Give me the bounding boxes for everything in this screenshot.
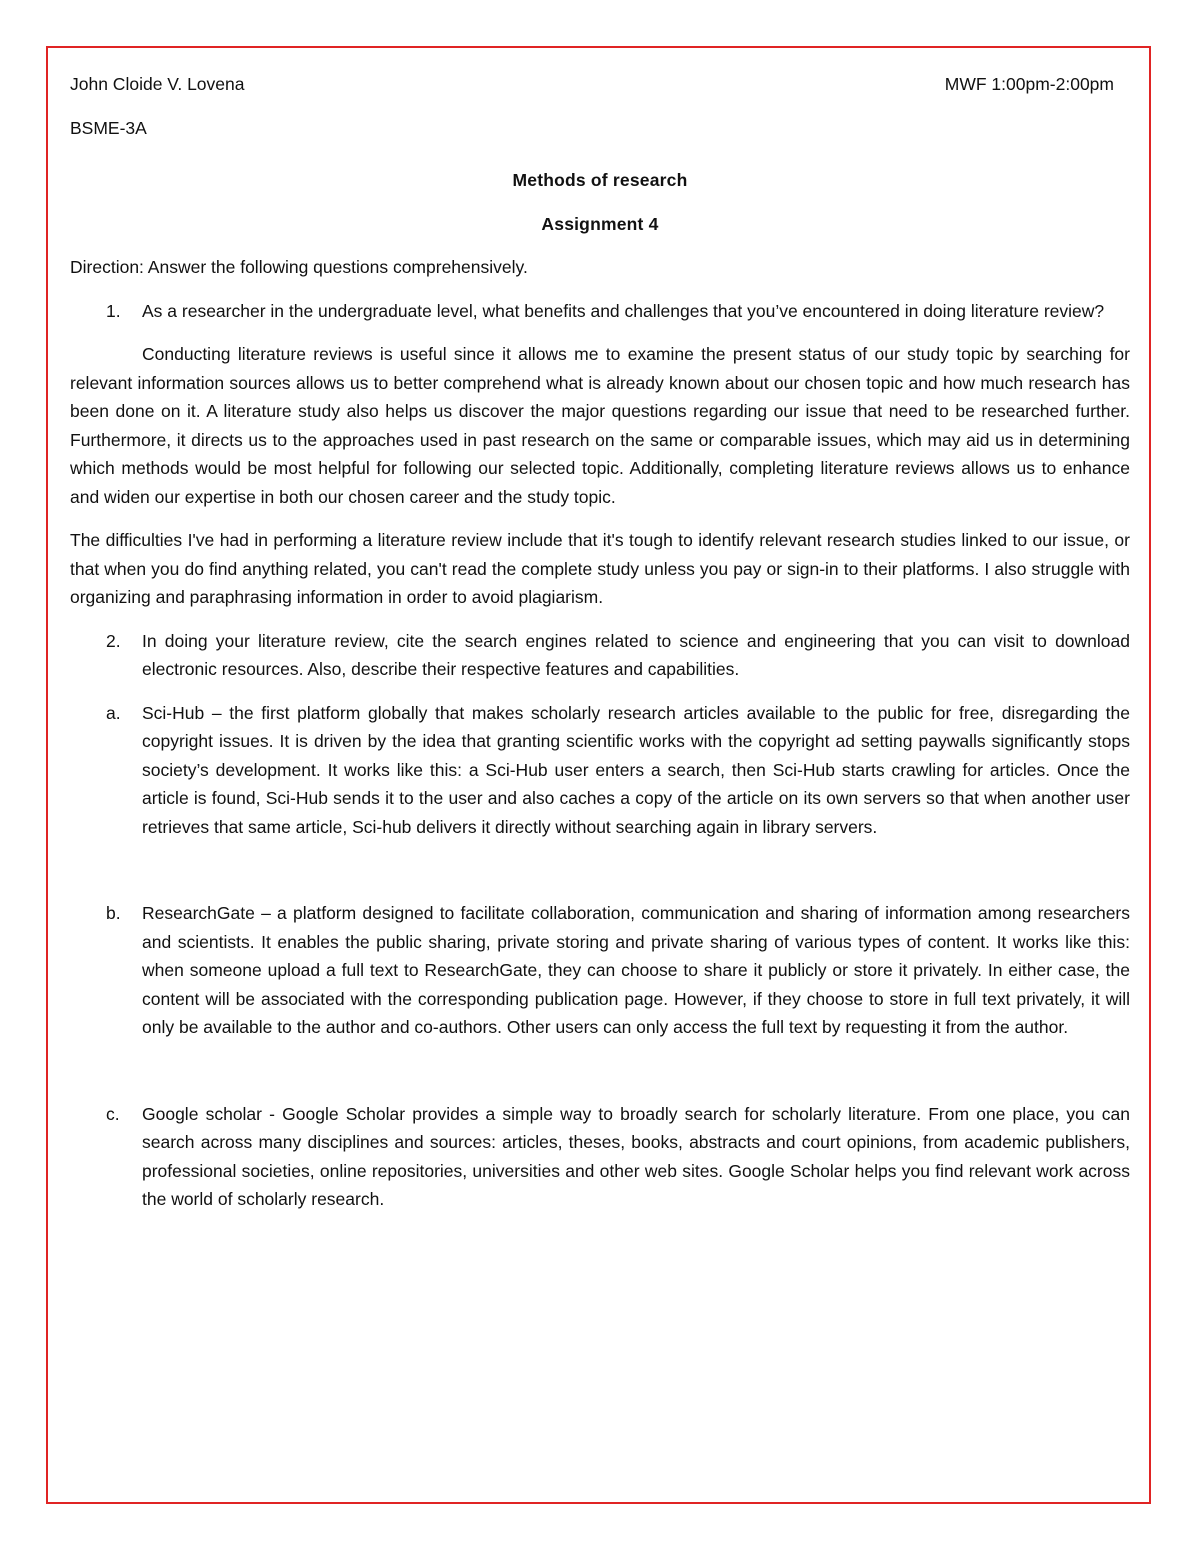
- direction-text: Direction: Answer the following questions comprehensively.: [70, 257, 528, 277]
- answer-2-item-a: [70, 699, 1130, 842]
- class-section: BSME-3A: [70, 117, 147, 138]
- question-1-number: 1.: [106, 300, 121, 321]
- answer-1-paragraph-2: The difficulties I've had in performing a literature review include that it's tough to identify relevant research studies linked to our issue, or that when you do find anything related, you can't read the complete study unless you pay or sign-in to their platforms. I also struggle with organizing and paraphrasing information in order to avoid plagiarism.: [70, 530, 1130, 607]
- document-subtitle: Assignment 4: [541, 213, 659, 234]
- question-2-number: 2.: [106, 630, 121, 651]
- answer-1-paragraph-1: Conducting literature reviews is useful since it allows me to examine the present status of our study topic by searching for relevant information sources allows us to better comprehend what is already known about our chosen topic and how much research has been done on it. A literature study also helps us discover the major questions regarding our issue that need to be researched further. Furthermore, it directs us to the approaches used in past research on the same or comparable issues, which may aid us in determining which methods would be most helpful for following our selected topic. Additionally, completing literature reviews allows us to enhance and widen our expertise in both our chosen career and the study topic.: [70, 344, 1130, 507]
- class-schedule: MWF 1:00pm-2:00pm: [944, 74, 1114, 94]
- document-title: Methods of research: [512, 170, 688, 190]
- question-2: [70, 627, 1130, 684]
- answer-2-item-c-text: Google scholar - Google Scholar provides a simple way to broadly search for scholarly literature. From one place, you can search across many disciplines and sources: articles, theses, books, abstracts and court opinions, from academic publishers, professional societies, online repositories, universities and other web sites. Google Scholar helps you find relevant work across the world of scholarly research.: [142, 1103, 1130, 1209]
- student-name: John Cloide V. Lovena: [70, 74, 245, 94]
- header-line: [70, 70, 1130, 99]
- answer-2-item-a-marker: a.: [106, 702, 121, 723]
- answer-2-item-b-marker: b.: [106, 903, 121, 923]
- answer-2-item-b: [70, 899, 1130, 1042]
- answer-2-item-c-marker: c.: [106, 1103, 120, 1124]
- question-2-text: In doing your literature review, cite the search engines related to science and engineering that you can visit to download electronic resources. Also, describe their respective features and capabilities.: [142, 630, 1130, 679]
- answer-2-item-b-text: ResearchGate – a platform designed to facilitate collaboration, communication and sharing of information among researchers and scientists. It enables the public sharing, private storing and private sharing of various types of content. It works like this: when someone upload a full text to ResearchGate, they can choose to share it publicly or store it privately. In either case, the content will be associated with the corresponding publication page. However, if they choose to store in full text privately, it will only be available to the author and co-authors. Other users can only access the full text by requesting it from the author.: [142, 903, 1130, 1037]
- answer-2-item-a-text: Sci-Hub – the first platform globally that makes scholarly research articles available to the public for free, disregarding the copyright issues. It is driven by the idea that granting scientific works with the copyright ad setting paywalls significantly stops society’s development. It works like this: a Sci-Hub user enters a search, then Sci-Hub starts crawling for articles. Once the article is found, Sci-Hub sends it to the user and also caches a copy of the article on its own servers so that when another user retrieves that same article, Sci-hub delivers it directly without searching again in library servers.: [142, 702, 1130, 837]
- document-body: [70, 70, 1130, 1214]
- answer-2-item-c: [70, 1100, 1130, 1214]
- question-1: [70, 297, 1130, 326]
- question-1-text: As a researcher in the undergraduate level, what benefits and challenges that you’ve encountered in doing literature review?: [142, 300, 1105, 321]
